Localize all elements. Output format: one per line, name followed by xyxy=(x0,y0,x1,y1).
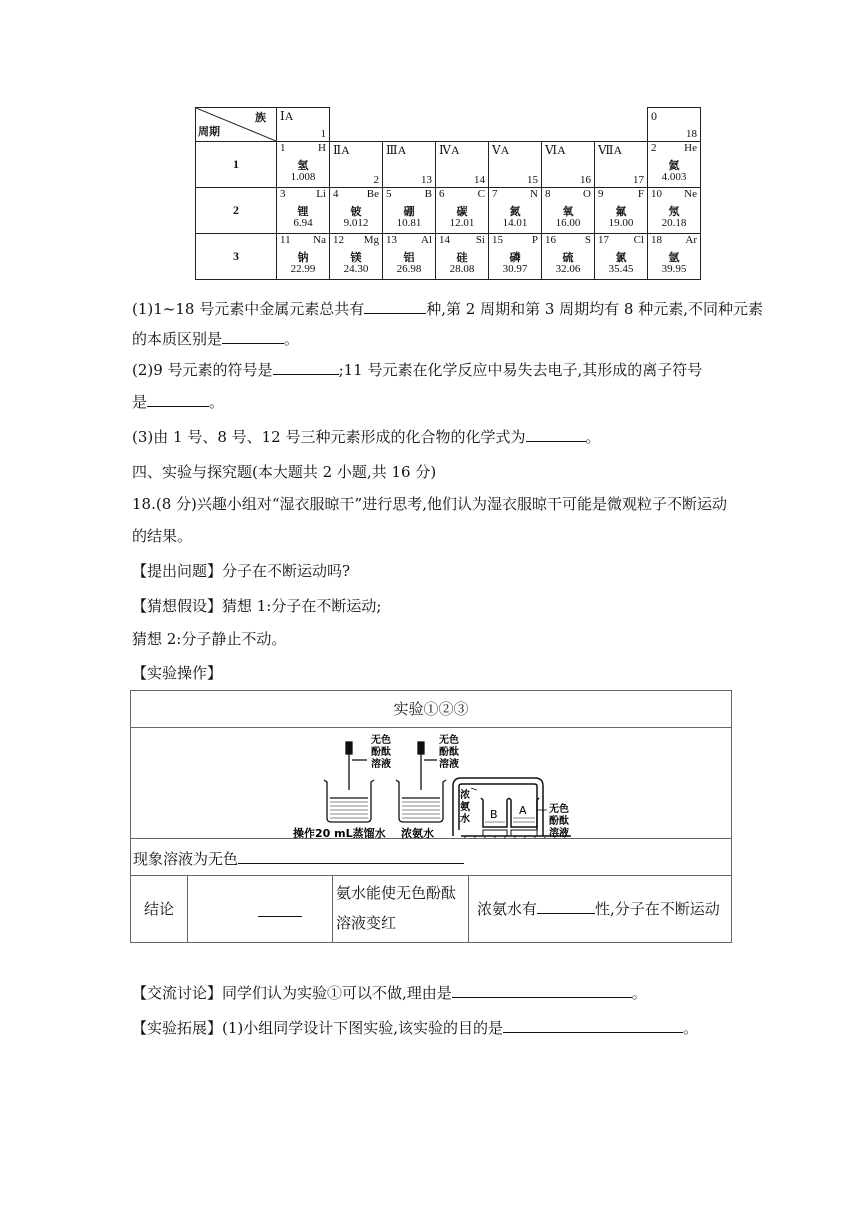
conclusion-cell-3 xyxy=(469,876,731,942)
extension-text: 【实验拓展】(1)小组同学设计下图实验,该实验的目的是 xyxy=(132,1019,504,1037)
atomic-mass: 6.94 xyxy=(293,217,313,229)
element-name: 铍 xyxy=(350,206,362,218)
q1-text-c: 的本质区别是 xyxy=(132,330,223,348)
group-label: ⅣA xyxy=(439,143,460,157)
answer-blank[interactable] xyxy=(258,902,302,917)
atomic-number: 14 xyxy=(439,234,450,246)
element-symbol: Ne xyxy=(684,188,697,200)
group-number: 18 xyxy=(686,128,697,140)
q3-text-a: (3)由 1 号、8 号、12 号三种元素形成的化合物的化学式为 xyxy=(132,428,526,446)
element-name: 氮 xyxy=(509,206,521,218)
element-symbol: B xyxy=(424,188,432,200)
answer-blank[interactable] xyxy=(364,299,426,314)
conclusion-right-a: 浓氨水有 xyxy=(477,900,538,918)
atomic-number: 5 xyxy=(386,188,392,200)
label-colorless-3b: 酚酞 xyxy=(549,816,569,827)
atomic-mass: 16.00 xyxy=(555,217,581,229)
label-colorless-3a: 无色 xyxy=(549,804,569,815)
element-symbol: S xyxy=(584,234,591,246)
element-symbol: H xyxy=(318,142,326,154)
caption-distilled-water: 操作20 mL蒸馏水 xyxy=(293,827,386,838)
element-name: 氟 xyxy=(615,206,627,218)
element-name: 氦 xyxy=(668,160,680,172)
element-cell-B xyxy=(383,188,436,234)
q1-text-a: (1)1~18 号元素中金属元素总共有 xyxy=(132,300,365,318)
group-label: 0 xyxy=(651,109,657,123)
element-cell-Ar xyxy=(648,234,701,280)
beaker-b-label: B xyxy=(490,808,498,821)
atomic-number: 3 xyxy=(280,188,286,200)
element-name: 硅 xyxy=(456,252,468,264)
table-corner-cell xyxy=(196,108,277,142)
conclusion-label: 结论 xyxy=(131,876,188,942)
atomic-mass: 26.98 xyxy=(396,263,422,275)
element-symbol: Ar xyxy=(685,234,697,246)
element-name: 碳 xyxy=(456,206,468,218)
q1-text-d: 。 xyxy=(284,330,300,348)
atomic-mass: 24.30 xyxy=(343,263,369,275)
element-symbol: P xyxy=(531,234,538,246)
conclusion-mid-line2: 溶液变红 xyxy=(336,914,397,932)
atomic-number: 2 xyxy=(651,142,657,154)
element-name: 钠 xyxy=(297,252,309,264)
answer-blank[interactable] xyxy=(222,329,284,344)
atomic-number: 1 xyxy=(280,142,286,154)
atomic-mass: 22.99 xyxy=(290,263,316,275)
atomic-number: 15 xyxy=(492,234,503,246)
answer-blank[interactable] xyxy=(147,392,209,407)
atomic-mass: 20.18 xyxy=(661,217,687,229)
label-colorless-1b: 酚酞 xyxy=(371,747,391,758)
element-symbol: Mg xyxy=(363,234,379,246)
atomic-mass: 9.012 xyxy=(343,217,369,229)
element-symbol: Si xyxy=(475,234,485,246)
group-number: 17 xyxy=(633,174,644,186)
atomic-number: 9 xyxy=(598,188,604,200)
element-cell-Cl xyxy=(595,234,648,280)
atomic-mass: 14.01 xyxy=(502,217,528,229)
q2-text-d: 。 xyxy=(209,393,225,411)
element-name: 镁 xyxy=(350,252,362,264)
q18-line1: 18.(8 分)兴趣小组对“湿衣服晾干”进行思考,他们认为湿衣服晾干可能是微观粒子不断运动 xyxy=(132,495,727,513)
conclusion-cell-1 xyxy=(188,876,333,942)
group-header-IA xyxy=(277,108,330,142)
atomic-number: 18 xyxy=(651,234,662,246)
group-label: ⅥA xyxy=(545,143,566,157)
label-ammonia-b: 氨 xyxy=(460,802,470,813)
group-header-VIIA xyxy=(595,142,648,188)
q2-text-a: (2)9 号元素的符号是 xyxy=(132,361,273,379)
element-symbol: O xyxy=(583,188,591,200)
q18-line2: 的结果。 xyxy=(132,527,193,545)
atomic-number: 12 xyxy=(333,234,344,246)
period-label: 2 xyxy=(196,188,277,234)
group-header-0 xyxy=(648,108,701,142)
atomic-mass: 35.45 xyxy=(608,263,634,275)
element-symbol: Al xyxy=(421,234,432,246)
element-symbol: F xyxy=(637,188,644,200)
group-label: ⅦA xyxy=(598,143,623,157)
group-number: 14 xyxy=(474,174,485,186)
element-cell-Ne xyxy=(648,188,701,234)
beaker-a-label: A xyxy=(519,804,527,817)
element-cell-Al xyxy=(383,234,436,280)
atomic-mass: 12.01 xyxy=(449,217,475,229)
element-name: 氢 xyxy=(297,160,309,172)
group-label: ⅡA xyxy=(333,143,350,157)
atomic-number: 8 xyxy=(545,188,551,200)
q3-line xyxy=(132,427,732,447)
atomic-number: 17 xyxy=(598,234,609,246)
discussion-line xyxy=(132,983,732,1003)
element-cell-Si xyxy=(436,234,489,280)
experiment-figure-row xyxy=(131,728,731,839)
periodic-table xyxy=(195,107,701,280)
hypothesis-2: 猜想 2:分子静止不动。 xyxy=(132,630,287,648)
atomic-number: 10 xyxy=(651,188,662,200)
group-label: ⅠA xyxy=(280,109,294,123)
atomic-number: 16 xyxy=(545,234,556,246)
element-cell-Li xyxy=(277,188,330,234)
element-symbol: Cl xyxy=(633,234,644,246)
group-header-VA xyxy=(489,142,542,188)
atomic-number: 7 xyxy=(492,188,498,200)
label-colorless-2b: 酚酞 xyxy=(439,747,459,758)
group-header-IVA xyxy=(436,142,489,188)
group-number: 16 xyxy=(580,174,591,186)
conclusion-mid-line1: 氨水能使无色酚酞 xyxy=(336,884,457,902)
atomic-mass: 30.97 xyxy=(502,263,528,275)
answer-blank[interactable] xyxy=(537,899,595,914)
group-label: ⅤA xyxy=(492,143,510,157)
element-name: 硫 xyxy=(562,252,574,264)
answer-blank[interactable] xyxy=(526,427,586,442)
atomic-mass: 32.06 xyxy=(555,263,581,275)
atomic-number: 4 xyxy=(333,188,339,200)
q2-text-b: ;11 号元素在化学反应中易失去电子,其形成的离子符号 xyxy=(338,361,703,379)
conclusion-right-b: 性,分子在不断运动 xyxy=(595,900,720,918)
q1-line2 xyxy=(132,329,732,349)
label-ammonia-a: 浓 xyxy=(460,790,470,801)
element-symbol: He xyxy=(684,142,697,154)
element-cell-He xyxy=(648,142,701,188)
element-name: 磷 xyxy=(509,252,521,264)
corner-group-label: 族 xyxy=(255,112,266,124)
beaker-1-icon xyxy=(324,742,374,822)
experiment-table xyxy=(130,690,732,943)
phenomenon-text: 现象溶液为无色 xyxy=(133,850,239,868)
atomic-number: 11 xyxy=(280,234,291,246)
hypothesis-1: 【猜想假设】猜想 1:分子在不断运动; xyxy=(132,597,382,615)
operation-heading: 【实验操作】 xyxy=(132,664,223,682)
answer-blank[interactable] xyxy=(503,1018,683,1033)
label-colorless-3c: 溶液 xyxy=(549,828,569,838)
q1-line1 xyxy=(132,299,763,319)
element-name: 氩 xyxy=(668,252,680,264)
element-cell-Be xyxy=(330,188,383,234)
element-name: 氧 xyxy=(562,206,574,218)
group-number: 15 xyxy=(527,174,538,186)
answer-blank[interactable] xyxy=(273,360,339,375)
element-cell-H xyxy=(277,142,330,188)
element-symbol: Be xyxy=(366,188,379,200)
atomic-mass: 10.81 xyxy=(396,217,422,229)
group-number: 13 xyxy=(421,174,432,186)
discussion-text: 【交流讨论】同学们认为实验①可以不做,理由是 xyxy=(132,984,452,1002)
conclusion-row xyxy=(131,876,731,942)
label-ammonia-c: 水 xyxy=(460,814,470,825)
q3-text-b: 。 xyxy=(585,428,601,446)
element-name: 硼 xyxy=(403,206,415,218)
group-number: 1 xyxy=(320,128,326,140)
element-symbol: Na xyxy=(313,234,326,246)
label-colorless-2a: 无色 xyxy=(439,735,459,746)
atomic-number: 13 xyxy=(386,234,397,246)
element-cell-C xyxy=(436,188,489,234)
group-header-IIIA xyxy=(383,142,436,188)
question-heading: 【提出问题】分子在不断运动吗? xyxy=(132,562,351,580)
element-symbol: N xyxy=(530,188,538,200)
conclusion-cell-2 xyxy=(333,876,469,942)
experiment-diagram xyxy=(131,728,731,838)
atomic-mass: 19.00 xyxy=(608,217,634,229)
group-number: 2 xyxy=(373,174,379,186)
atomic-mass: 39.95 xyxy=(661,263,687,275)
element-cell-Mg xyxy=(330,234,383,280)
phenomenon-row xyxy=(131,839,731,876)
element-cell-Na xyxy=(277,234,330,280)
group-header-VIA xyxy=(542,142,595,188)
discussion-end: 。 xyxy=(631,984,647,1002)
element-cell-F xyxy=(595,188,648,234)
extension-line xyxy=(132,1018,732,1038)
period-label: 1 xyxy=(196,142,277,188)
label-colorless-1c: 溶液 xyxy=(371,759,391,770)
atomic-mass: 1.008 xyxy=(290,171,316,183)
period-label: 3 xyxy=(196,234,277,280)
q1-text-b: 种,第 2 周期和第 3 周期均有 8 种元素,不同种元素 xyxy=(426,300,763,318)
element-name: 氖 xyxy=(668,206,680,218)
element-name: 锂 xyxy=(297,206,309,218)
label-colorless-2c: 溶液 xyxy=(439,759,459,770)
group-label: ⅢA xyxy=(386,143,407,157)
group-header-IIA xyxy=(330,142,383,188)
answer-blank[interactable] xyxy=(452,983,632,998)
element-symbol: Li xyxy=(316,188,326,200)
atomic-mass: 28.08 xyxy=(449,263,475,275)
element-name: 铝 xyxy=(403,252,415,264)
element-cell-S xyxy=(542,234,595,280)
q2-text-c: 是 xyxy=(132,393,148,411)
experiment-title: 实验①②③ xyxy=(131,691,731,728)
element-name: 氯 xyxy=(615,252,627,264)
element-symbol: C xyxy=(477,188,485,200)
atomic-mass: 4.003 xyxy=(661,171,687,183)
section-heading: 四、实验与探究题(本大题共 2 小题,共 16 分) xyxy=(132,463,437,481)
element-cell-N xyxy=(489,188,542,234)
extension-end: 。 xyxy=(683,1019,699,1037)
element-cell-P xyxy=(489,234,542,280)
label-colorless-1a: 无色 xyxy=(371,735,391,746)
q2-line1 xyxy=(132,360,732,380)
caption-concentrated-ammonia: 浓氨水 xyxy=(401,827,434,838)
element-cell-O xyxy=(542,188,595,234)
corner-period-label: 周期 xyxy=(198,126,220,138)
answer-blank[interactable] xyxy=(238,849,464,864)
q2-line2 xyxy=(132,392,732,412)
atomic-number: 6 xyxy=(439,188,445,200)
